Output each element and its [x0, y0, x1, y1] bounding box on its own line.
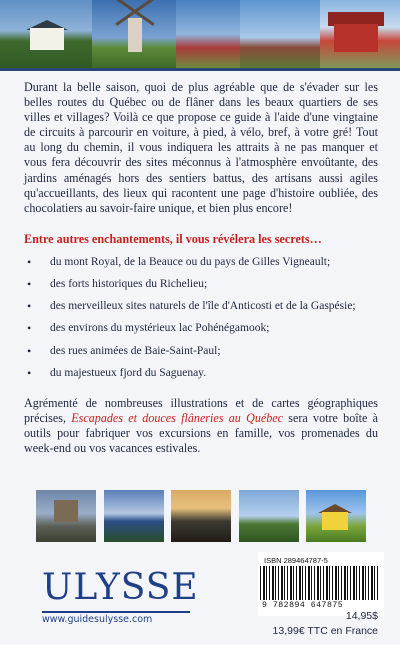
red-house-shape: [334, 24, 378, 52]
closing-paragraph: [24, 396, 378, 456]
photo-manor-house: [0, 0, 92, 68]
price-france: 13,99€ TTC en France: [272, 625, 378, 637]
intro-paragraph: Durant la belle saison, quoi de plus agréable que de s'évader sur les belles routes du Québec ou de flâner dans les beaux quartiers de ses villes et villages? Voilà ce que propose ce guide à l'aide d'une vingtaine de circuits à parcourir en voiture, à pied, à vélo, bref, à votre gré! Tout au long du chemin, il vous indiquera les attraits à ne pas manquer et vous fera découvrir des sites méconnus à l'atmosphère envoûtante, des jardins aménagés hors des sentiers battus, des artisans aussi agiles qu'accueillants, des lieux qui racontent une page d'histoire oubliée, des chocolatiers au savoir-faire unique, et bien plus encore!: [24, 80, 378, 215]
list-item-text: des forts historiques du Richelieu;: [50, 278, 208, 291]
photo-red-house: [320, 0, 400, 68]
photo-strip: [36, 490, 366, 542]
bullet-icon: •: [27, 299, 32, 314]
windmill-tower: [128, 18, 142, 52]
closing-text-start: Agrémenté de nombreuses illustrations et de cartes géographiques précises,: [24, 396, 378, 426]
bullet-icon: •: [27, 343, 32, 358]
list-item-text: du majestueux fjord du Saguenay.: [50, 366, 207, 379]
bullet-icon: •: [27, 254, 32, 269]
publisher-logo: ULYSSE: [42, 567, 199, 608]
list-item-text: des environs du mystérieux lac Pohénégamook;: [50, 322, 270, 335]
list-item: [24, 366, 378, 380]
bullet-icon: •: [27, 365, 32, 380]
list-item-text: des merveilleux sites naturels de l'île d'Anticosti et de la Gaspésie;: [50, 300, 356, 313]
bullet-icon: •: [27, 321, 32, 336]
price-primary: 14,95$: [345, 610, 378, 622]
photo-yellow-house: [306, 490, 366, 542]
list-item: [24, 321, 378, 335]
list-item: [24, 255, 378, 269]
barcode-icon: [260, 566, 380, 600]
photo-chateau: [36, 490, 96, 542]
barcode-number: 9 782894 647875: [262, 601, 344, 610]
photo-lake: [104, 490, 164, 542]
house-shape: [322, 512, 348, 530]
list-item: [24, 299, 378, 313]
band-divider: [0, 68, 400, 71]
publisher-website[interactable]: www.guidesulysse.com: [42, 614, 153, 625]
logo-underline: [42, 611, 190, 613]
house-shape: [30, 28, 64, 50]
cover-photo-band: [0, 0, 400, 68]
photo-sunset: [171, 490, 231, 542]
photo-flower-field: [176, 0, 240, 68]
book-title: Escapades et douces flâneries au Québec: [71, 411, 284, 426]
bullet-icon: •: [27, 277, 32, 292]
photo-windmill: [92, 0, 176, 68]
closing-text-end: sera votre boîte à outils pour fabriquer vos excursions en famille, vos promenades du week-end ou vos vacances estivales.: [24, 411, 379, 456]
photo-village: [240, 0, 320, 68]
photo-fjord: [239, 490, 299, 542]
list-item: [24, 344, 378, 358]
list-item: [24, 277, 378, 291]
list-item-text: du mont Royal, de la Beauce ou du pays de Gilles Vigneault;: [50, 255, 331, 268]
back-cover-text: [24, 80, 378, 456]
secrets-list: [24, 255, 378, 380]
isbn-label: ISBN 289464787-5: [264, 556, 328, 565]
secrets-headline: Entre autres enchantements, il vous révélera les secrets…: [24, 231, 322, 246]
castle-shape: [54, 500, 78, 522]
list-item-text: des rues animées de Baie-Saint-Paul;: [50, 344, 221, 357]
